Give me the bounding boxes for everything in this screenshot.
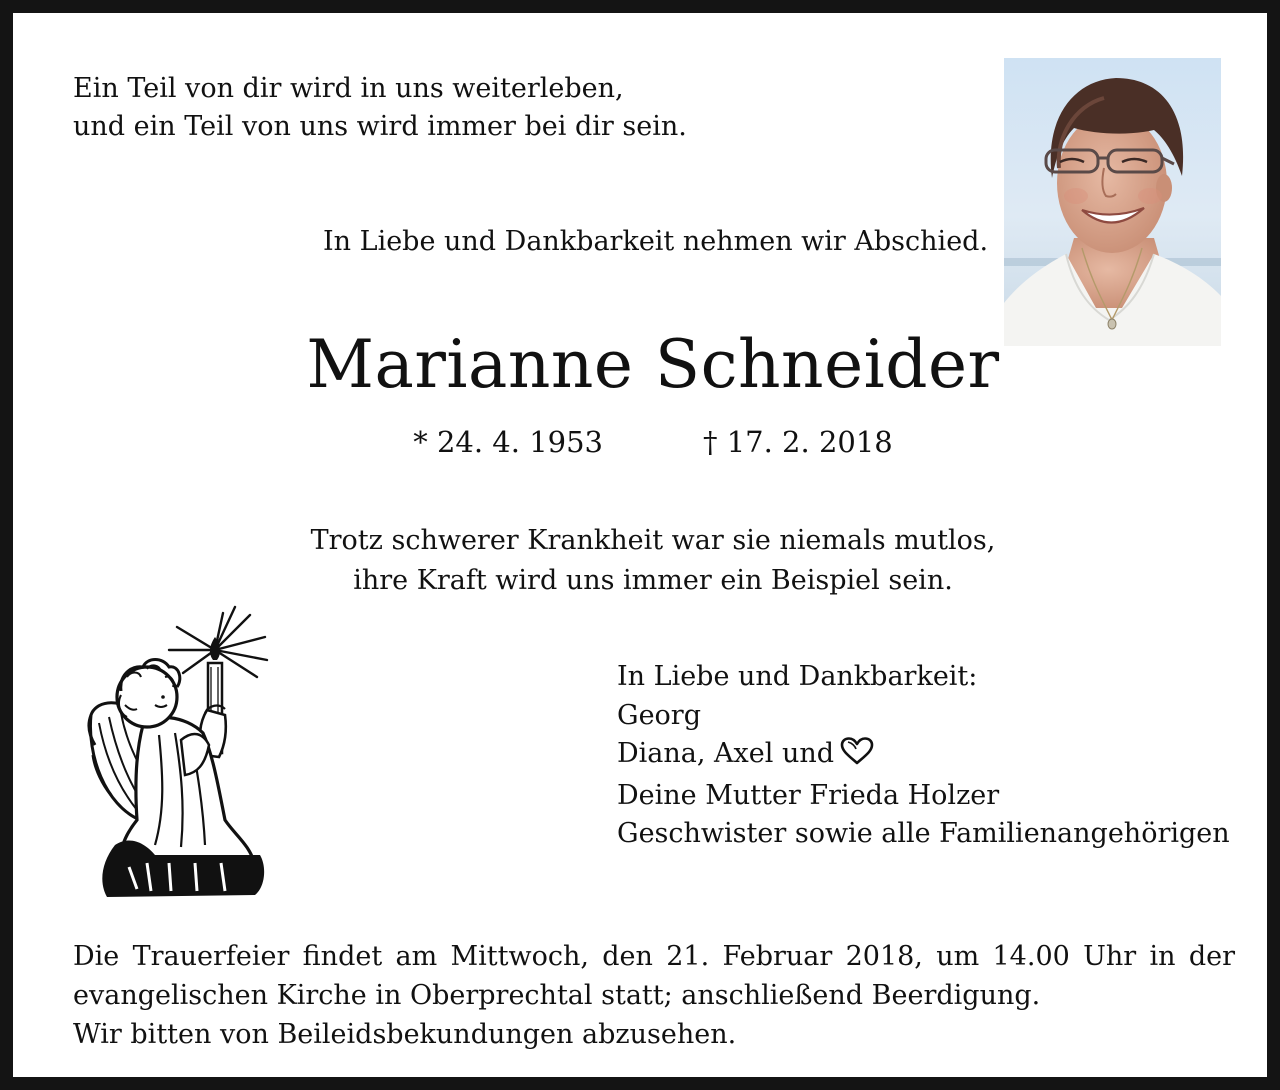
mourners-list <box>617 658 1230 854</box>
portrait-photo <box>1004 58 1221 346</box>
motto-line-1: Ein Teil von dir wird in uns weiterleben, <box>73 73 624 104</box>
mourner-line: Deine Mutter Frieda Holzer <box>617 779 1000 811</box>
funeral-line-3: Wir bitten von Beileidsbekundungen abzusehen. <box>73 1019 737 1050</box>
mourner-line: Geschwister sowie alle Familienangehörigen <box>617 818 1230 849</box>
mourner-line: Georg <box>617 699 701 731</box>
quote-line-1: Trotz schwerer Krankheit war sie niemals mutlos, <box>310 525 996 556</box>
life-dates <box>13 422 1280 462</box>
funeral-line-2: evangelischen Kirche in Oberprechtal statt; anschließend Beerdigung. <box>73 980 1041 1011</box>
birth-date: * 24. 4. 1953 <box>413 425 603 459</box>
funeral-line-1: Die Trauerfeier findet am Mittwoch, den 21. Februar 2018, um 14.00 Uhr in der <box>73 941 1235 972</box>
motto-line-2: und ein Teil von uns wird immer bei dir sein. <box>73 111 687 142</box>
motto <box>73 70 687 146</box>
death-date: † 17. 2. 2018 <box>703 425 893 459</box>
kneeling-angel-with-candle <box>85 605 275 900</box>
mourner-line-text: Diana, Axel und <box>617 738 835 769</box>
memorial-quote <box>13 521 1280 601</box>
mourners-heading: In Liebe und Dankbarkeit: <box>617 661 978 692</box>
heart-outline-icon <box>840 737 874 777</box>
deceased-name: Marianne Schneider <box>306 326 1000 403</box>
mourner-line-with-heart <box>617 735 1230 777</box>
funeral-notice <box>73 937 1235 1054</box>
farewell-line: In Liebe und Dankbarkeit nehmen wir Abschied. <box>323 226 989 257</box>
quote-line-2: ihre Kraft wird uns immer ein Beispiel sein. <box>353 565 953 596</box>
